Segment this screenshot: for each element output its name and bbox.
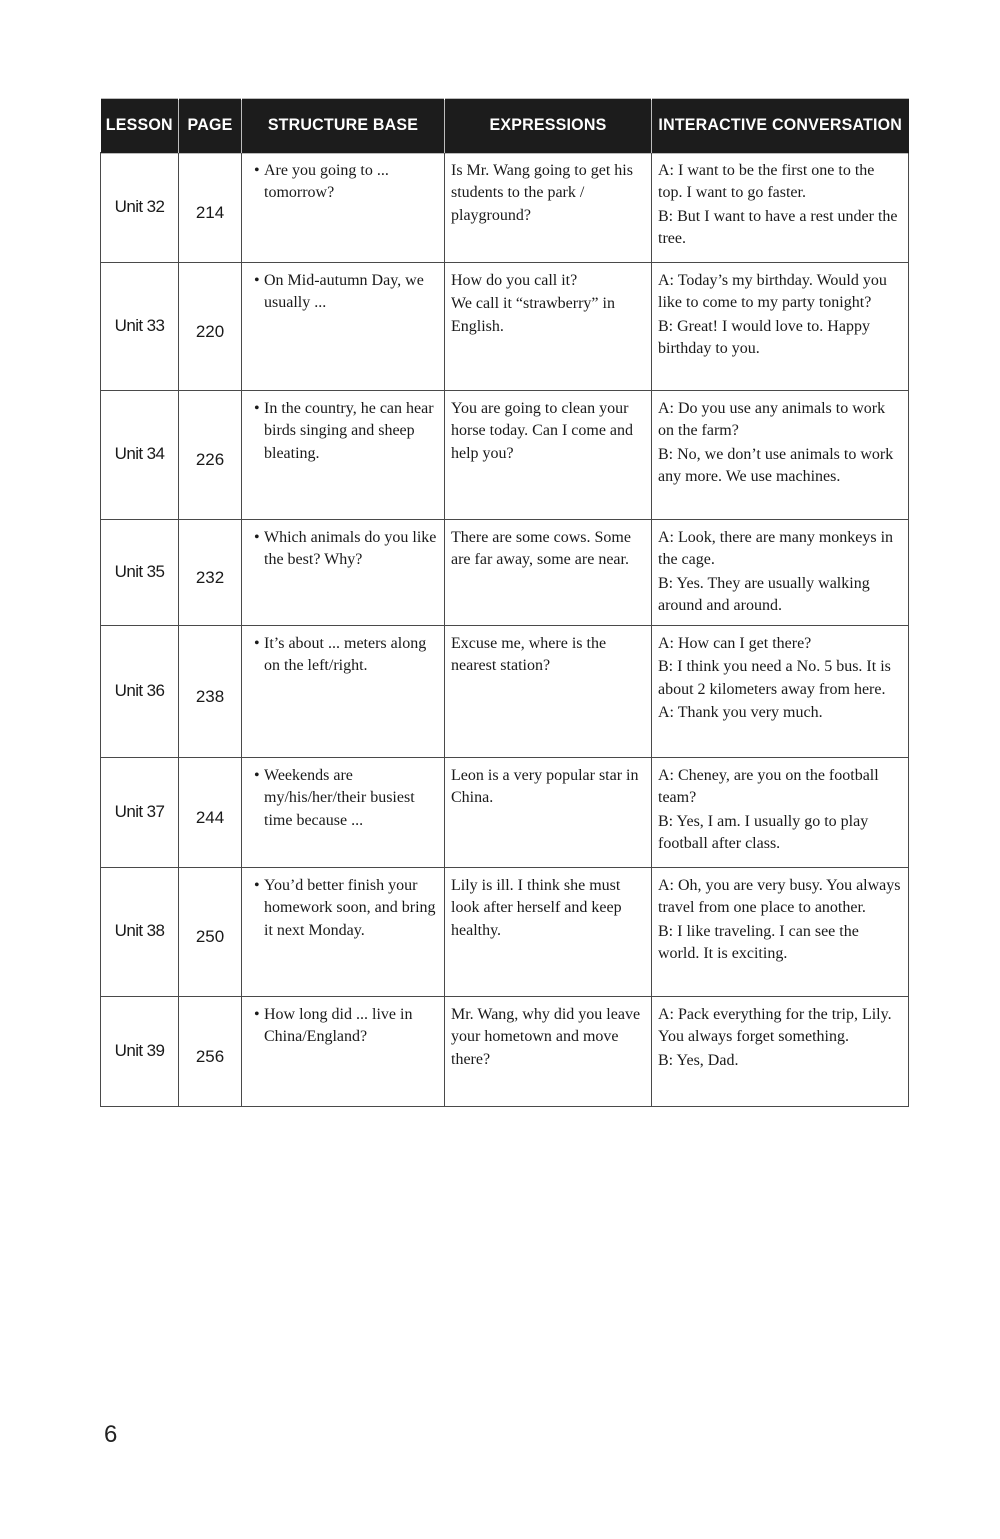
page-cell: 256 [179,996,242,1106]
header-interactive-conversation: INTERACTIVE CONVERSATION [652,99,909,154]
page-cell: 226 [179,390,242,519]
bullet-icon: • [254,161,260,179]
expressions-cell [445,757,652,867]
expression-line: How do you call it? [451,271,578,289]
structure-text: Are you going to ... tomorrow? [264,161,389,201]
table-row [101,519,909,625]
lesson-cell: Unit 32 [101,152,179,262]
structure-item [248,1004,438,1049]
structure-cell [242,867,445,996]
structure-text: In the country, he can hear birds singing and sheep bleating. [264,399,434,462]
structure-item [248,527,438,572]
expression-line: Lily is ill. I think she must look after herself and keep healthy. [451,876,622,939]
bullet-icon: • [254,766,260,784]
conversation-line: B: I like traveling. I can see the world. It is exciting. [658,922,859,962]
structure-item [248,765,438,833]
expressions-cell [445,390,652,519]
bullet-icon: • [254,876,260,894]
structure-item [248,160,438,205]
page-number: 6 [104,1421,118,1448]
structure-text: On Mid-autumn Day, we usually ... [264,271,424,311]
bullet-icon: • [254,399,260,417]
structure-text: How long did ... live in China/England? [264,1005,413,1045]
bullet-icon: • [254,634,260,652]
bullet-icon: • [254,1005,260,1023]
structure-item [248,875,438,943]
expressions-cell [445,996,652,1106]
expression-line: Mr. Wang, why did you leave your hometown and move there? [451,1005,641,1068]
structure-text: You’d better finish your homework soon, and bring it next Monday. [264,876,436,939]
table-header [101,100,909,152]
structure-cell [242,996,445,1106]
structure-item [248,633,438,678]
conversation-line: B: Yes, Dad. [658,1051,739,1069]
structure-text: It’s about ... meters along on the left/right. [264,634,427,674]
table-row [101,152,909,262]
conversation-line: B: No, we don’t use animals to work any more. We use machines. [658,445,894,485]
structure-cell [242,262,445,390]
expressions-cell [445,262,652,390]
conversation-line: A: Cheney, are you on the football team? [658,766,879,806]
page-cell: 214 [179,152,242,262]
conversation-line: A: Today’s my birthday. Would you like to come to my party tonight? [658,271,887,311]
conversation-cell [652,867,909,996]
conversation-cell [652,390,909,519]
table-row [101,757,909,867]
expression-line: We call it “strawberry” in English. [451,295,615,335]
table-row [101,867,909,996]
conversation-line: A: Pack everything for the trip, Lily. You always forget something. [658,1005,892,1045]
structure-item [248,270,438,315]
conversation-line: A: Thank you very much. [658,704,823,721]
lesson-cell: Unit 38 [101,867,179,996]
structure-item [248,398,438,466]
expression-line: Is Mr. Wang going to get his students to the park / playground? [451,161,633,224]
conversation-cell [652,625,909,757]
header-page: PAGE [179,99,242,154]
table-row [101,390,909,519]
lesson-cell: Unit 37 [101,757,179,867]
conversation-cell [652,757,909,867]
header-structure-base: STRUCTURE BASE [242,99,445,154]
page-cell: 232 [179,519,242,625]
conversation-line: A: Oh, you are very busy. You always travel from one place to another. [658,876,901,916]
structure-cell [242,152,445,262]
lesson-contents-table [100,100,909,1107]
conversation-cell [652,996,909,1106]
conversation-line: B: Great! I would love to. Happy birthday to you. [658,317,870,357]
structure-cell [242,519,445,625]
table-row [101,625,909,757]
conversation-line: B: I think you need a No. 5 bus. It is about 2 kilometers away from here. [658,658,891,698]
conversation-line: B: Yes, I am. I usually go to play football after class. [658,812,869,852]
lesson-cell: Unit 34 [101,390,179,519]
conversation-cell [652,262,909,390]
expression-line: There are some cows. Some are far away, some are near. [451,528,631,568]
expression-line: You are going to clean your horse today. Can I come and help you? [451,399,634,462]
conversation-cell [652,152,909,262]
page-cell: 244 [179,757,242,867]
conversation-line: B: Yes. They are usually walking around and around. [658,574,870,614]
structure-cell [242,625,445,757]
expression-line: Excuse me, where is the nearest station? [451,634,607,674]
expressions-cell [445,867,652,996]
expressions-cell [445,519,652,625]
conversation-line: B: But I want to have a rest under the tree. [658,207,898,247]
structure-cell [242,390,445,519]
bullet-icon: • [254,271,260,289]
structure-text: Weekends are my/his/her/their busiest time because ... [264,766,415,829]
bullet-icon: • [254,528,260,546]
conversation-line: A: How can I get there? [658,634,812,652]
lesson-cell: Unit 39 [101,996,179,1106]
expressions-cell [445,152,652,262]
lesson-cell: Unit 36 [101,625,179,757]
table-row [101,262,909,390]
lesson-cell: Unit 35 [101,519,179,625]
header-lesson: LESSON [101,99,179,154]
table-body [101,152,909,1106]
table-row [101,996,909,1106]
structure-text: Which animals do you like the best? Why? [264,528,437,568]
conversation-cell [652,519,909,625]
expressions-cell [445,625,652,757]
conversation-line: A: Look, there are many monkeys in the cage. [658,528,894,568]
page-cell: 220 [179,262,242,390]
expression-line: Leon is a very popular star in China. [451,766,639,806]
structure-cell [242,757,445,867]
conversation-line: A: Do you use any animals to work on the farm? [658,399,886,439]
lesson-cell: Unit 33 [101,262,179,390]
page-cell: 238 [179,625,242,757]
conversation-line: A: I want to be the first one to the top. I want to go faster. [658,161,875,201]
page-cell: 250 [179,867,242,996]
header-expressions: EXPRESSIONS [445,99,652,154]
